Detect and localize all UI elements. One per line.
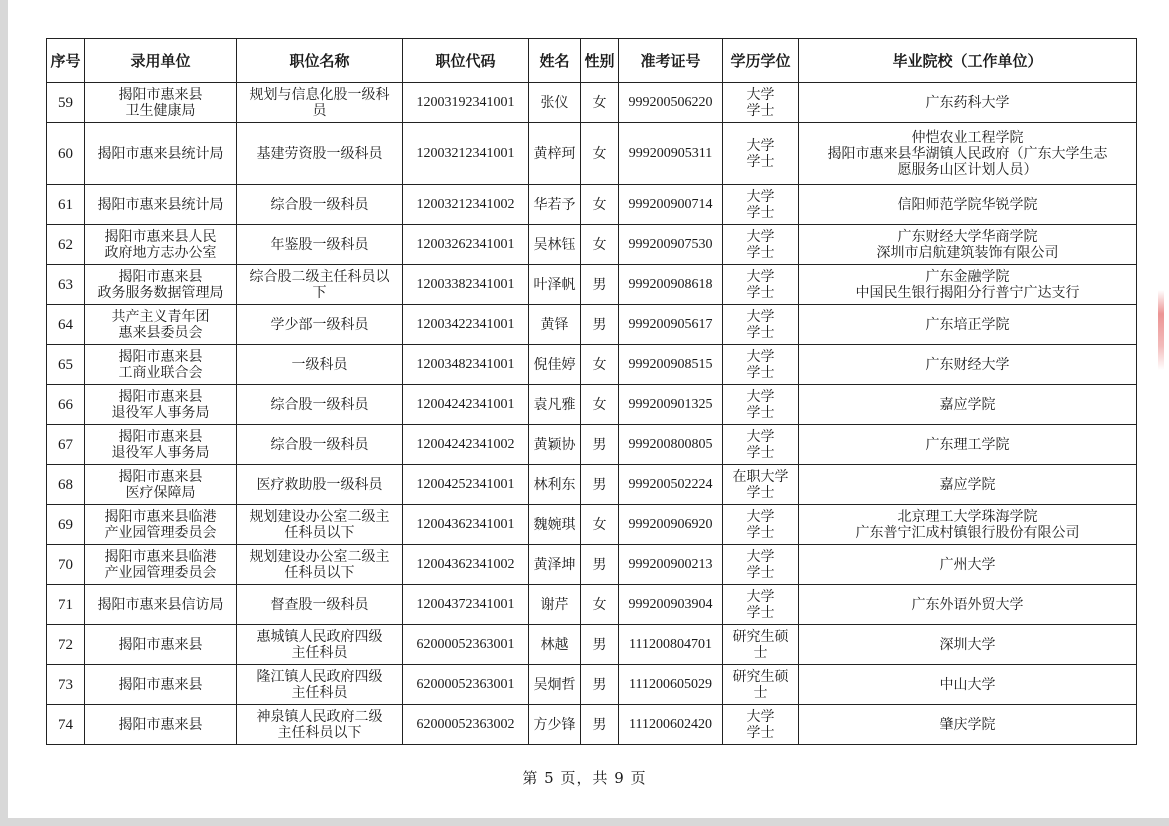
table-row [47,185,1137,225]
cell-degree-line: 大学 [746,188,775,205]
cell-exam-number: 111200605029 [619,665,723,705]
cell-unit-line: 揭阳市惠来县 [118,636,203,653]
cell-name: 吴炯哲 [529,665,581,705]
cell-degree-line: 在职大学 [732,468,789,485]
cell-unit [85,345,237,385]
cell-gender: 男 [581,545,619,585]
cell-unit-line: 医疗保障局 [125,484,196,501]
table-row [47,345,1137,385]
table-row [47,385,1137,425]
cell-code: 12003482341001 [403,345,529,385]
cell-code: 12004362341001 [403,505,529,545]
cell-degree-line: 学士 [746,244,775,261]
cell-unit-line: 揭阳市惠来县 [118,468,203,485]
cell-degree [723,83,799,123]
admission-roster-table [46,38,1137,745]
cell-unit [85,123,237,185]
cell-position [237,385,403,425]
cell-degree-line: 大学 [746,388,775,405]
cell-degree-line: 大学 [746,708,775,725]
cell-index: 60 [47,123,85,185]
cell-school-line: 嘉应学院 [939,476,996,493]
cell-index: 69 [47,505,85,545]
cell-school-line: 深圳市启航建筑装饰有限公司 [876,244,1059,261]
cell-gender: 女 [581,385,619,425]
cell-school-line: 愿服务山区计划人员） [897,161,1038,178]
cell-position [237,123,403,185]
cell-code: 12004242341002 [403,425,529,465]
cell-position-line: 综合股一级科员 [270,196,369,213]
cell-unit-line: 揭阳市惠来县 [118,86,203,103]
cell-exam-number: 999200908515 [619,345,723,385]
cell-exam-number: 111200804701 [619,625,723,665]
cell-gender: 女 [581,225,619,265]
cell-school [799,83,1137,123]
cell-position [237,505,403,545]
cell-unit [85,425,237,465]
cell-gender: 女 [581,185,619,225]
cell-exam-number: 999200907530 [619,225,723,265]
cell-degree-line: 学士 [746,404,775,421]
cell-unit-line: 揭阳市惠来县 [118,348,203,365]
cell-school-line: 仲恺农业工程学院 [911,129,1024,146]
cell-degree-line: 学士 [746,364,775,381]
cell-degree [723,585,799,625]
cell-position-line: 隆江镇人民政府四级 [256,668,383,685]
cell-gender: 男 [581,665,619,705]
cell-unit [85,225,237,265]
cell-degree-line: 研究生硕 [732,668,789,685]
cell-school-line: 中山大学 [939,676,996,693]
cell-unit [85,585,237,625]
cell-position-line: 综合股二级主任科员以 [249,268,390,285]
cell-position-line: 一级科员 [291,356,348,373]
header-exam-number: 准考证号 [619,39,723,83]
cell-index: 64 [47,305,85,345]
cell-unit-line: 政务服务数据管理局 [97,284,224,301]
cell-school [799,345,1137,385]
cell-school-line: 深圳大学 [939,636,996,653]
page-number-footer: 第 5 页，共 9 页 [522,769,647,787]
cell-exam-number: 999200903904 [619,585,723,625]
cell-position-line: 基建劳资股一级科员 [256,145,383,162]
cell-unit-line: 揭阳市惠来县人民 [104,228,217,245]
cell-school [799,185,1137,225]
cell-school [799,425,1137,465]
cell-position [237,665,403,705]
cell-gender: 男 [581,265,619,305]
cell-school [799,465,1137,505]
header-gender: 性别 [581,39,619,83]
cell-unit [85,505,237,545]
cell-position-line: 督查股一级科员 [270,596,369,613]
cell-degree-line: 学士 [746,724,775,741]
cell-position-line: 任科员以下 [284,564,355,581]
cell-school [799,705,1137,745]
cell-exam-number: 999200908618 [619,265,723,305]
cell-exam-number: 999200905617 [619,305,723,345]
cell-gender: 男 [581,625,619,665]
cell-position-line: 员 [312,102,327,119]
cell-code: 62000052363001 [403,625,529,665]
table-body [47,83,1137,745]
cell-school-line: 广东培正学院 [925,316,1010,333]
cell-index: 59 [47,83,85,123]
cell-degree-line: 大学 [746,308,775,325]
cell-degree [723,625,799,665]
cell-code: 12003262341001 [403,225,529,265]
cell-code: 12003212341001 [403,123,529,185]
cell-unit-line: 揭阳市惠来县 [118,716,203,733]
cell-position [237,225,403,265]
table-row [47,123,1137,185]
cell-degree-line: 大学 [746,548,775,565]
cell-unit [85,665,237,705]
cell-degree [723,545,799,585]
cell-exam-number: 999200506220 [619,83,723,123]
cell-school [799,265,1137,305]
cell-name: 林利东 [529,465,581,505]
cell-index: 67 [47,425,85,465]
cell-school-line: 北京理工大学珠海学院 [897,508,1038,525]
cell-school-line: 肇庆学院 [939,716,996,733]
cell-school [799,123,1137,185]
cell-unit [85,385,237,425]
header-unit: 录用单位 [85,39,237,83]
cell-index: 71 [47,585,85,625]
cell-school [799,545,1137,585]
cell-position [237,265,403,305]
cell-position [237,585,403,625]
cell-school-line: 广东理工学院 [925,436,1010,453]
cell-unit [85,705,237,745]
cell-name: 倪佳婷 [529,345,581,385]
red-stamp-edge [1158,290,1164,370]
cell-position-line: 年鉴股一级科员 [270,236,369,253]
cell-degree [723,425,799,465]
cell-unit-line: 共产主义青年团 [111,308,210,325]
cell-position [237,545,403,585]
cell-degree-line: 学士 [746,444,775,461]
cell-unit-line: 揭阳市惠来县统计局 [97,196,224,213]
cell-degree [723,465,799,505]
cell-name: 林越 [529,625,581,665]
cell-code: 12004372341001 [403,585,529,625]
cell-index: 68 [47,465,85,505]
cell-gender: 女 [581,83,619,123]
header-position: 职位名称 [237,39,403,83]
cell-unit-line: 揭阳市惠来县信访局 [97,596,224,613]
cell-degree-line: 士 [753,644,768,661]
cell-school-line: 嘉应学院 [939,396,996,413]
cell-degree [723,265,799,305]
cell-unit-line: 揭阳市惠来县统计局 [97,145,224,162]
header-code: 职位代码 [403,39,529,83]
cell-degree [723,185,799,225]
cell-degree-line: 学士 [746,102,775,119]
cell-name: 谢芹 [529,585,581,625]
cell-unit-line: 政府地方志办公室 [104,244,217,261]
cell-index: 66 [47,385,85,425]
cell-degree-line: 大学 [746,508,775,525]
cell-position-line: 综合股一级科员 [270,436,369,453]
cell-degree-line: 学士 [746,484,775,501]
cell-position-line: 神泉镇人民政府二级 [256,708,383,725]
cell-school [799,505,1137,545]
cell-degree-line: 学士 [746,153,775,170]
cell-degree-line: 士 [753,684,768,701]
cell-name: 吴林钰 [529,225,581,265]
cell-position-line: 规划与信息化股一级科 [249,86,390,103]
cell-degree-line: 大学 [746,228,775,245]
cell-degree [723,305,799,345]
cell-unit-line: 惠来县委员会 [118,324,203,341]
cell-index: 70 [47,545,85,585]
cell-name: 魏婉琪 [529,505,581,545]
cell-school [799,385,1137,425]
cell-unit-line: 揭阳市惠来县临港 [104,548,217,565]
cell-name: 华若予 [529,185,581,225]
cell-position-line: 医疗救助股一级科员 [256,476,383,493]
cell-unit-line: 揭阳市惠来县临港 [104,508,217,525]
cell-degree [723,505,799,545]
cell-degree [723,385,799,425]
cell-name: 黄泽坤 [529,545,581,585]
cell-gender: 女 [581,123,619,185]
cell-position-line: 规划建设办公室二级主 [249,548,390,565]
cell-degree [723,225,799,265]
cell-position [237,305,403,345]
cell-exam-number: 999200502224 [619,465,723,505]
cell-school-line: 广东财经大学华商学院 [897,228,1038,245]
header-index: 序号 [47,39,85,83]
cell-degree-line: 学士 [746,604,775,621]
cell-position-line: 任科员以下 [284,524,355,541]
cell-degree [723,705,799,745]
cell-position-line: 主任科员 [291,644,348,661]
cell-code: 12004252341001 [403,465,529,505]
cell-exam-number: 999200800805 [619,425,723,465]
cell-school-line: 中国民生银行揭阳分行普宁广达支行 [855,284,1080,301]
cell-gender: 女 [581,345,619,385]
cell-school-line: 广东药科大学 [925,94,1010,111]
cell-code: 12003212341002 [403,185,529,225]
table-row [47,425,1137,465]
table-row [47,83,1137,123]
cell-unit [85,265,237,305]
cell-code: 62000052363002 [403,705,529,745]
cell-degree-line: 学士 [746,204,775,221]
cell-position [237,185,403,225]
cell-position-line: 下 [312,284,327,301]
table-row [47,585,1137,625]
cell-exam-number: 999200900213 [619,545,723,585]
cell-code: 12003192341001 [403,83,529,123]
cell-position [237,345,403,385]
table-row [47,505,1137,545]
cell-school-line: 广东普宁汇成村镇银行股份有限公司 [855,524,1080,541]
cell-gender: 女 [581,585,619,625]
cell-degree-line: 大学 [746,86,775,103]
cell-unit [85,185,237,225]
cell-degree-line: 大学 [746,137,775,154]
cell-unit [85,83,237,123]
cell-unit-line: 产业园管理委员会 [104,524,217,541]
cell-degree-line: 学士 [746,524,775,541]
cell-gender: 男 [581,425,619,465]
table-row [47,705,1137,745]
table-row [47,665,1137,705]
table-row [47,625,1137,665]
cell-position-line: 综合股一级科员 [270,396,369,413]
header-school: 毕业院校（工作单位） [799,39,1137,83]
cell-position [237,425,403,465]
cell-gender: 男 [581,465,619,505]
cell-position-line: 规划建设办公室二级主 [249,508,390,525]
cell-position-line: 惠城镇人民政府四级 [256,628,383,645]
cell-unit [85,545,237,585]
cell-school-line: 广东财经大学 [925,356,1010,373]
cell-exam-number: 999200906920 [619,505,723,545]
cell-unit-line: 揭阳市惠来县 [118,428,203,445]
cell-school [799,305,1137,345]
cell-index: 61 [47,185,85,225]
cell-position-line: 主任科员 [291,684,348,701]
cell-degree-line: 学士 [746,284,775,301]
cell-unit-line: 揭阳市惠来县 [118,388,203,405]
header-degree: 学历学位 [723,39,799,83]
cell-degree [723,123,799,185]
cell-degree-line: 大学 [746,268,775,285]
cell-name: 黄颖协 [529,425,581,465]
cell-index: 74 [47,705,85,745]
cell-code: 12003422341001 [403,305,529,345]
cell-school-line: 广东金融学院 [925,268,1010,285]
cell-index: 63 [47,265,85,305]
table-row [47,305,1137,345]
cell-name: 张仪 [529,83,581,123]
cell-name: 袁凡雅 [529,385,581,425]
cell-unit-line: 卫生健康局 [125,102,196,119]
table-row [47,225,1137,265]
cell-school [799,585,1137,625]
cell-code: 62000052363001 [403,665,529,705]
cell-position [237,705,403,745]
cell-index: 62 [47,225,85,265]
cell-code: 12003382341001 [403,265,529,305]
cell-gender: 男 [581,705,619,745]
cell-unit-line: 退役军人事务局 [111,444,210,461]
cell-degree-line: 学士 [746,564,775,581]
cell-degree-line: 大学 [746,428,775,445]
table-header-row [47,39,1137,83]
cell-degree [723,665,799,705]
table-row [47,465,1137,505]
cell-degree-line: 大学 [746,348,775,365]
cell-school-line: 信阳师范学院华锐学院 [897,196,1038,213]
cell-degree [723,345,799,385]
cell-degree-line: 学士 [746,324,775,341]
cell-school-line: 广东外语外贸大学 [911,596,1024,613]
cell-gender: 女 [581,505,619,545]
cell-position [237,83,403,123]
cell-code: 12004242341001 [403,385,529,425]
cell-unit-line: 揭阳市惠来县 [118,676,203,693]
cell-position [237,465,403,505]
table-row [47,265,1137,305]
cell-school [799,225,1137,265]
cell-code: 12004362341002 [403,545,529,585]
cell-name: 黄梓珂 [529,123,581,185]
cell-school-line: 揭阳市惠来县华湖镇人民政府（广东大学生志 [827,145,1108,162]
cell-position-line: 学少部一级科员 [270,316,369,333]
cell-position-line: 主任科员以下 [277,724,362,741]
cell-unit [85,305,237,345]
cell-name: 黄铎 [529,305,581,345]
cell-name: 方少锋 [529,705,581,745]
cell-exam-number: 111200602420 [619,705,723,745]
cell-unit-line: 退役军人事务局 [111,404,210,421]
cell-unit-line: 揭阳市惠来县 [118,268,203,285]
cell-index: 72 [47,625,85,665]
cell-gender: 男 [581,305,619,345]
header-name: 姓名 [529,39,581,83]
cell-degree-line: 大学 [746,588,775,605]
table-row [47,545,1137,585]
cell-name: 叶泽帆 [529,265,581,305]
cell-degree-line: 研究生硕 [732,628,789,645]
cell-school-line: 广州大学 [939,556,996,573]
cell-school [799,625,1137,665]
cell-unit-line: 工商业联合会 [118,364,203,381]
cell-exam-number: 999200901325 [619,385,723,425]
cell-index: 73 [47,665,85,705]
cell-index: 65 [47,345,85,385]
cell-exam-number: 999200900714 [619,185,723,225]
cell-school [799,665,1137,705]
cell-unit [85,465,237,505]
cell-unit-line: 产业园管理委员会 [104,564,217,581]
cell-position [237,625,403,665]
cell-exam-number: 999200905311 [619,123,723,185]
cell-unit [85,625,237,665]
